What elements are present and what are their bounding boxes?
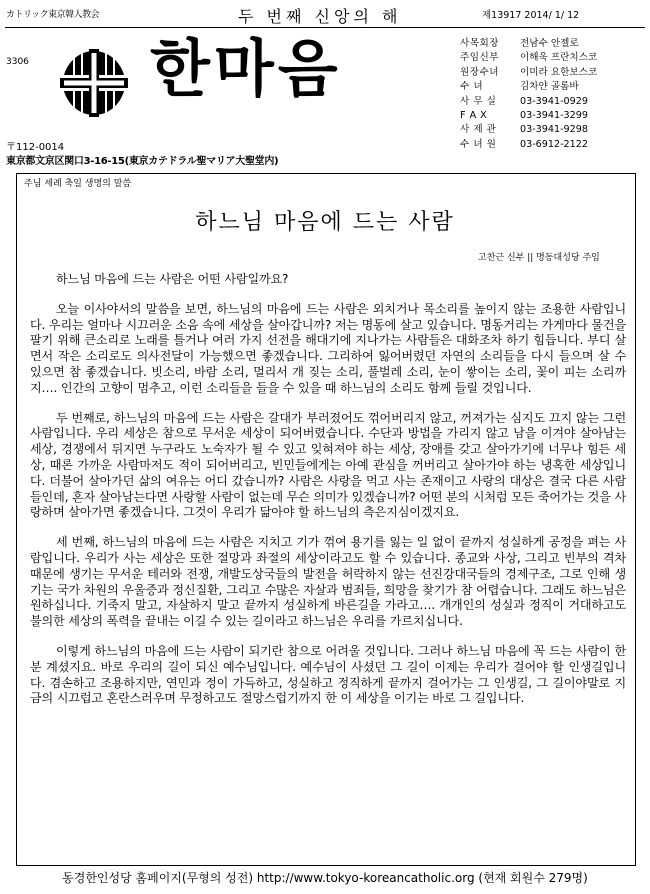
staff-role: 원장수녀 bbox=[460, 66, 500, 78]
article-section-tab: 주님 세례 축일 생명의 말씀 bbox=[24, 179, 132, 189]
staff-directory bbox=[460, 37, 597, 152]
staff-role: F A X bbox=[460, 110, 488, 122]
paragraph: 하느님 마음에 드는 사람은 어떤 사람일까요? bbox=[56, 272, 289, 286]
article-author: 고찬근 신부 || 명동대성당 주임 bbox=[478, 253, 600, 263]
organization-name: カトリック東京韓人教会 bbox=[6, 10, 100, 20]
issue-info: 제13917 2014/ 1/ 12 bbox=[482, 10, 580, 21]
staff-row bbox=[460, 37, 597, 51]
staff-name: 전남수 안젤로 bbox=[520, 38, 579, 49]
footer-homepage: 동경한인성당 홈페이지(무형의 성전) http://www.tokyo-koreancatholic.org (현재 회원수 279명) bbox=[62, 871, 588, 885]
paragraph: 오늘 이사야서의 말씀을 보면, 하느님의 마음에 드는 사람은 외치거나 목소리를 높이지 않는 조용한 사람입니다. 우리는 얼마나 시끄러운 소음 속에 세상을 살아갑니까? 저는 명동에 살고 있습니다. 명동거리는 가게마다 물건을 팔기 위해 큰소리로 노래를 틀거나 여러 가지 선전을 해대기에 지나가는 사람들은 대화조차 하기 힘듭니다. 부디 살면서 작은 소리로도 의사전달이 가능했으면 좋겠습니다. 그리하여 잃어버렸던 자연의 소리들을 다시 들으며 살 수 있으면 참 좋겠습니다. 빗소리, 바람 소리, 멀리서 개 짖는 소리, 풀벌레 소리, 눈이 쌓이는 소리, 꽃이 피는 소리까지…. 인간의 고향이 멈추고, 이런 소리들을 들을 수 있을 때 하느님의 소리도 함께 들릴 것입니다. bbox=[30, 301, 626, 395]
staff-name: 03-3941-3299 bbox=[520, 110, 588, 122]
church-cross-logo-icon bbox=[58, 47, 130, 119]
bulletin-number: 3306 bbox=[6, 57, 29, 67]
header-divider bbox=[5, 27, 645, 28]
staff-role: 주임신부 bbox=[460, 52, 500, 64]
staff-row bbox=[460, 123, 597, 137]
staff-role: 수 녀 원 bbox=[460, 138, 497, 150]
staff-name: 03-3941-9298 bbox=[520, 124, 588, 136]
staff-name: 이해욱 프란치스코 bbox=[520, 52, 598, 64]
staff-row bbox=[460, 66, 597, 80]
article-body bbox=[30, 272, 626, 721]
staff-row bbox=[460, 80, 597, 94]
church-address: 東京都文京区関口3-16-15(東京カテドラル聖マリア大聖堂内) bbox=[6, 156, 279, 167]
staff-row bbox=[460, 95, 597, 109]
staff-role: 수 녀 bbox=[460, 81, 484, 93]
staff-role: 사 제 관 bbox=[460, 124, 497, 136]
staff-role: 사 무 실 bbox=[460, 95, 497, 107]
staff-row bbox=[460, 138, 597, 152]
staff-name: 03-6912-2122 bbox=[520, 138, 588, 150]
paragraph: 두 번째로, 하느님의 마음에 드는 사람은 갈대가 부러졌어도 꺾어버리지 않고, 꺼져가는 심지도 끄지 않는 그런 사람입니다. 우리 세상은 참으로 무서운 세상이 되어버렸습니다. 수단과 방법을 가리지 않고 남을 이겨야 살아남는 세상, 경쟁에서 뒤지면 누구라도 노숙자가 될 수 있고 잊혀져야 하는 세상, 장애를 갖고 살아가기에 너무나 힘든 세상, 때론 가까운 사람마저도 적이 되어버리고, 빈민들에게는 아예 관심을 꺼버리고 살아가야 하는 냉혹한 세상입니다. 더불어 살아가던 삶의 여유는 어디 갔습니까? 사람은 사랑을 먹고 사는 존재이고 사랑의 대상은 결국 다른 사람들인데, 혼자 살아남는다면 사랑할 사람이 없는데 무슨 의미가 있겠습니까? 어떤 분의 시처럼 모든 죽어가는 것을 사랑하며 살아가면 좋겠습니다. 그것이 우리가 닮아야 할 하느님의 측은지심이겠지요. bbox=[30, 410, 626, 520]
staff-row bbox=[460, 109, 597, 123]
staff-name: 이미라 요한보스코 bbox=[520, 66, 598, 78]
paragraph: 세 번째, 하느님의 마음에 드는 사람은 지치고 기가 꺾여 용기를 잃는 일 없이 끝까지 성실하게 공정을 펴는 사람입니다. 우리가 사는 세상은 또한 절망과 좌절의 세상이라고도 할 수 있습니다. 종교와 사상, 그리고 빈부의 격차 때문에 생기는 무서운 테러와 전쟁, 개발도상국들의 발전을 허락하지 않는 선진강대국들의 경제구조, 그로 인해 생기는 국가 차원의 우울증과 정신질환, 그리고 수많은 자살과 범죄들, 희망을 찾기가 참 어렵습니다. 그래도 하느님은 원하십니다. 기죽지 말고, 자살하지 말고 끝까지 성실하게 바른길을 가라고…. 개개인의 성실과 정직이 거대하고도 불의한 세상의 폭력을 끝내는 이길 수 있는 길이라고 하느님은 우리를 가르치십니다. bbox=[30, 535, 626, 629]
article-title: 하느님 마음에 드는 사람 bbox=[195, 210, 455, 235]
paragraph: 이렇게 하느님의 마음에 드는 사람이 되기란 참으로 어려울 것입니다. 그러나 하느님 마음에 꼭 드는 사람이 한 분 계셨지요. 바로 우리의 길이 되신 예수님입니다. 예수님이 사셨던 그 길이 이제는 우리가 걸어야 할 인생길입니다. 겸손하고 조용하지만, 연민과 정이 가득하고, 성실하고 정직하게 끝까지 걸어가는 그 인생길, 그 길이야말로 지금의 시끄럽고 혼란스러우며 무정하고도 절망스럽기까지 한 이 세상을 이기는 바로 그 길입니다. bbox=[30, 643, 626, 706]
postal-code: 〒112-0014 bbox=[6, 142, 65, 153]
staff-name: 03-3941-0929 bbox=[520, 95, 588, 107]
staff-row bbox=[460, 51, 597, 65]
staff-role: 사목회장 bbox=[460, 38, 500, 49]
year-theme: 두 번째 신앙의 해 bbox=[238, 7, 402, 26]
staff-name: 김차얀 골롬바 bbox=[520, 81, 579, 93]
masthead-title: 한마음 bbox=[150, 32, 342, 105]
